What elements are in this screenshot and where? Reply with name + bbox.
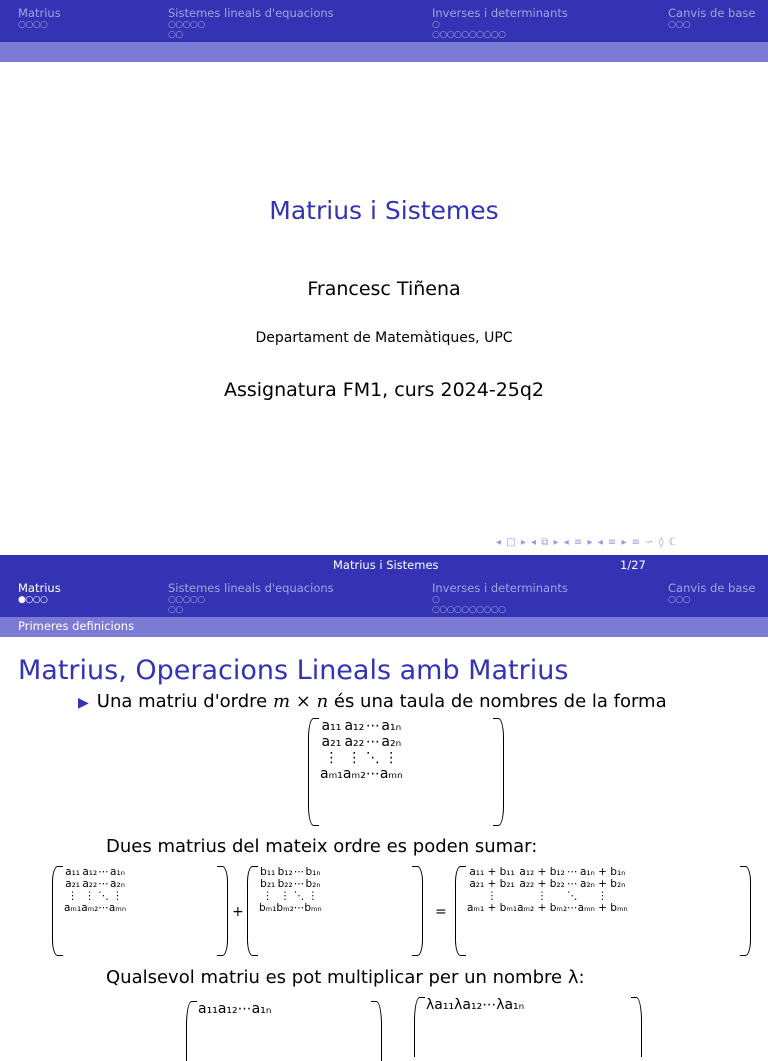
matrix-row xyxy=(259,890,322,902)
matrix-entry: ⋯ xyxy=(293,878,305,890)
nav-section-label: Matrius xyxy=(18,581,61,595)
matrix-entry: b₁₁ xyxy=(260,866,276,878)
nav-section-inverses[interactable] xyxy=(432,6,568,40)
subsection-label: Primeres definicions xyxy=(18,619,135,633)
nav-section-label: Matrius xyxy=(18,6,61,20)
matrix-entry: a₁ₙ xyxy=(251,1001,272,1017)
matrix-entry: aₘ₂ xyxy=(342,766,366,782)
left-paren xyxy=(52,866,63,956)
matrix-entries xyxy=(259,866,322,914)
matrix-entry: ⋮ xyxy=(262,890,273,902)
bullet-text: és una taula de nombres de la forma xyxy=(328,691,667,712)
matrix-row xyxy=(198,1001,271,1017)
matrix-entry: aₘ₂ + bₘ₂ xyxy=(517,902,568,914)
matrix-entry: a₂₂ xyxy=(344,734,365,750)
matrix-entry: ⋯ xyxy=(482,997,497,1013)
matrix-entry: ⋯ xyxy=(293,902,305,914)
matrix-row xyxy=(64,890,126,902)
matrix-entry: ⋮ xyxy=(279,890,291,902)
content-slide xyxy=(0,575,768,1024)
matrix-entry: ⋮ xyxy=(536,890,548,902)
nav-section-canvis[interactable] xyxy=(668,6,755,30)
matrix-entry: a₂₁ xyxy=(65,878,81,890)
matrix-entry: a₁₂ xyxy=(217,1001,238,1017)
math-dimension: m × n xyxy=(272,691,329,712)
matrix-row xyxy=(320,766,403,782)
bullet-triangle-icon: ▶ xyxy=(78,695,89,711)
bullet-item xyxy=(78,691,667,712)
matrix-row xyxy=(467,866,628,878)
matrix-row xyxy=(320,734,403,750)
matrix-entry: ⋯ xyxy=(293,866,305,878)
matrix-entry: ⋯ xyxy=(98,902,109,914)
nav-section-canvis[interactable] xyxy=(668,581,755,605)
matrix-row xyxy=(426,997,524,1013)
matrix-row xyxy=(259,866,322,878)
matrix-entries xyxy=(320,718,403,782)
matrix-entry: a₁₂ + b₁₂ xyxy=(519,866,565,878)
matrix-entry: b₂₁ xyxy=(260,878,276,890)
matrix-entry: ⋯ xyxy=(98,878,109,890)
nav-section-label: Inverses i determinants xyxy=(432,581,568,595)
matrix-entry: a₂ₙ xyxy=(110,878,125,890)
matrix-entry: a₂₂ xyxy=(82,878,98,890)
left-paren xyxy=(455,866,466,956)
matrix-row xyxy=(467,902,628,914)
right-paren xyxy=(217,866,228,956)
right-paren xyxy=(412,866,423,956)
matrix-entry: ⋱ xyxy=(365,750,380,766)
matrix-row xyxy=(64,878,126,890)
matrix-entry: a₁ₙ xyxy=(381,718,402,734)
section-navbar xyxy=(0,0,768,42)
matrix-entry: a₁ₙ xyxy=(110,866,125,878)
nav-section-matrius[interactable] xyxy=(18,6,61,30)
matrix-entry: a₂₁ xyxy=(321,734,342,750)
matrix-entry: λa₁₂ xyxy=(454,997,483,1013)
left-paren xyxy=(308,718,319,826)
matrix-entry: ⋮ xyxy=(486,890,498,902)
nav-dots: ○ xyxy=(432,595,440,605)
matrix-entry: a₂₂ + b₂₂ xyxy=(519,878,565,890)
matrix-entry: a₁₁ + b₁₁ xyxy=(469,866,515,878)
frame-title: Matrius, Operacions Lineals amb Matrius xyxy=(18,655,569,686)
matrix-entry: b₂₂ xyxy=(277,878,293,890)
matrix-sum xyxy=(455,866,751,956)
matrix-entry: ⋮ xyxy=(324,750,339,766)
matrix-entry: ⋮ xyxy=(597,890,608,902)
matrix-entry: aₘₙ xyxy=(108,902,127,914)
matrix-entry: ⋱ xyxy=(98,890,109,902)
nav-dots: ●○○○ xyxy=(18,595,48,605)
matrix-entry: ⋯ xyxy=(98,866,109,878)
matrix-entries xyxy=(426,997,524,1013)
nav-dots: ○○○○○○○○○○ xyxy=(432,605,506,615)
beamer-navigation-icons[interactable]: ◂ □ ▸ ◂ ⧉ ▸ ◂ ≡ ▸ ◂ ≡ ▸ ≡ ∽ ◊ ℂ xyxy=(496,537,677,548)
matrix-entry: ⋮ xyxy=(384,750,399,766)
nav-section-sistemes[interactable] xyxy=(168,581,334,615)
matrix-entry: a₁₂ xyxy=(344,718,365,734)
matrix-entry: aₘₙ + bₘₙ xyxy=(577,902,628,914)
matrix-row xyxy=(467,878,628,890)
matrix-entry: aₘ₂ xyxy=(81,902,99,914)
matrix-row xyxy=(64,866,126,878)
matrix-row xyxy=(64,902,126,914)
matrix-entry: ⋮ xyxy=(347,750,362,766)
matrix-entry: ⋯ xyxy=(365,734,380,750)
nav-dots: ○ xyxy=(432,20,440,30)
nav-section-label: Canvis de base xyxy=(668,6,756,20)
matrix-entry: aₘ₁ + bₘ₁ xyxy=(467,902,518,914)
matrix-entry: a₂ₙ xyxy=(381,734,402,750)
matrix-entry: ⋯ xyxy=(365,766,380,782)
matrix-entries xyxy=(198,1001,271,1017)
matrix-entry: ⋮ xyxy=(67,890,78,902)
matrix-general-scalar xyxy=(186,1001,382,1061)
matrix-row xyxy=(320,750,403,766)
right-paren xyxy=(740,866,751,956)
matrix-entry: b₁ₙ xyxy=(305,866,321,878)
matrix-row xyxy=(259,902,322,914)
right-paren xyxy=(371,1001,382,1061)
matrix-row xyxy=(259,878,322,890)
matrix-lambda xyxy=(414,997,642,1057)
matrix-entry: aₘ₁ xyxy=(320,766,343,782)
nav-section-sistemes[interactable] xyxy=(168,6,334,40)
matrix-entry: ⋱ xyxy=(567,890,578,902)
page-number: 1/27 xyxy=(620,558,646,572)
matrix-entry: ⋮ xyxy=(84,890,96,902)
nav-dots: ○○○○○ xyxy=(168,595,205,605)
nav-section-label: Canvis de base xyxy=(668,581,756,595)
nav-dots: ○○○○○○○○○○ xyxy=(432,30,506,40)
matrix-entry: bₘₙ xyxy=(304,902,322,914)
matrix-a xyxy=(52,866,228,956)
matrix-entry: ⋯ xyxy=(567,866,578,878)
matrix-entry: b₂ₙ xyxy=(305,878,321,890)
matrix-entry: ⋯ xyxy=(365,718,380,734)
right-paren xyxy=(493,718,504,826)
plus-sign: + xyxy=(232,904,244,920)
footer-bar xyxy=(0,555,768,575)
presentation-title: Matrius i Sistemes xyxy=(269,196,499,225)
left-paren xyxy=(247,866,258,956)
matrix-entry: λa₁₁ xyxy=(426,997,455,1013)
author-name: Francesc Tiñena xyxy=(307,278,461,300)
nav-dots: ○○○○ xyxy=(18,20,48,30)
matrix-entry: ⋮ xyxy=(112,890,123,902)
matrix-entry: a₁₁ xyxy=(65,866,81,878)
nav-dots: ○○○○○ xyxy=(168,20,205,30)
equals-sign: = xyxy=(435,904,447,920)
matrix-entry: aₘ₁ xyxy=(64,902,82,914)
nav-section-label: Sistemes lineals d'equacions xyxy=(168,6,334,20)
matrix-entry: ⋯ xyxy=(567,902,578,914)
nav-dots: ○○ xyxy=(168,605,183,615)
matrix-entry: a₂ₙ + b₂ₙ xyxy=(579,878,626,890)
subsection-bar xyxy=(0,42,768,62)
nav-section-inverses[interactable] xyxy=(432,581,568,615)
matrix-entry: a₁ₙ + b₁ₙ xyxy=(579,866,626,878)
matrix-entry: a₁₁ xyxy=(198,1001,218,1017)
matrix-entry: a₂₁ + b₂₁ xyxy=(469,878,515,890)
matrix-b xyxy=(247,866,423,956)
matrix-row xyxy=(467,890,628,902)
left-paren xyxy=(414,997,425,1057)
matrix-entry: λa₁ₙ xyxy=(496,997,525,1013)
nav-dots: ○○○ xyxy=(668,595,691,605)
matrix-entries xyxy=(467,866,628,914)
bullet-text: Una matriu d'ordre xyxy=(96,691,273,712)
nav-section-matrius[interactable] xyxy=(18,581,61,605)
subsection-bar xyxy=(0,617,768,637)
matrix-entry: ⋱ xyxy=(293,890,305,902)
nav-dots: ○○ xyxy=(168,30,183,40)
nav-section-label: Inverses i determinants xyxy=(432,6,568,20)
matrix-general xyxy=(308,718,504,826)
matrix-entry: aₘₙ xyxy=(379,766,403,782)
institute: Departament de Matemàtiques, UPC xyxy=(255,330,513,346)
matrix-entry: a₁₁ xyxy=(321,718,342,734)
scalar-description: Qualsevol matriu es pot multiplicar per un nombre λ: xyxy=(106,967,585,988)
nav-dots: ○○○ xyxy=(668,20,691,30)
matrix-entry: ⋯ xyxy=(567,878,578,890)
course-info: Assignatura FM1, curs 2024-25q2 xyxy=(223,379,545,401)
matrix-entry: ⋯ xyxy=(237,1001,252,1017)
matrix-entries xyxy=(64,866,126,914)
matrix-entry: bₘ₁ xyxy=(259,902,277,914)
matrix-entry: b₁₂ xyxy=(277,866,293,878)
matrix-entry: bₘ₂ xyxy=(276,902,294,914)
left-paren xyxy=(186,1001,197,1061)
matrix-row xyxy=(320,718,403,734)
nav-section-label: Sistemes lineals d'equacions xyxy=(168,581,334,595)
matrix-entry: a₁₂ xyxy=(82,866,98,878)
footer-title: Matrius i Sistemes xyxy=(333,558,439,572)
right-paren xyxy=(631,997,642,1057)
sum-description: Dues matrius del mateix ordre es poden sumar: xyxy=(106,836,538,857)
section-navbar xyxy=(0,575,768,617)
matrix-entry: ⋮ xyxy=(307,890,319,902)
